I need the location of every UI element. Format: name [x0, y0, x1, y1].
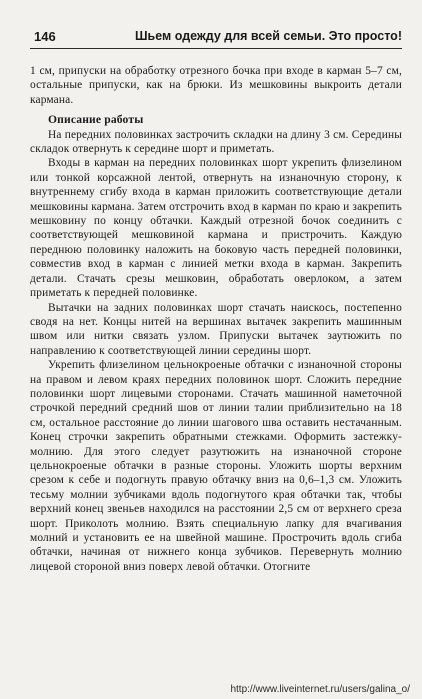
- paragraph-intro: 1 см, припуски на обработку отрезного бочка при входе в карман 5–7 см, остальные припуски, как на брюки. Из мешковины выкроить детали кармана.: [30, 65, 402, 106]
- book-page: [30, 27, 402, 574]
- body-text: [30, 64, 402, 574]
- running-title: Шьем одежду для всей семьи. Это просто!: [134, 29, 402, 43]
- paragraph-folds: На передних половинках застрочить складки на длину 3 см. Середины складок отвернуть к середине шорт и приметать.: [30, 128, 402, 156]
- header-rule: [30, 48, 402, 49]
- paragraph-zipper: Укрепить флизелином цельнокроеные обтачки с изнаночной стороны на правом и левом краях передних половинок шорт. Сложить передние половинки шорт лицевыми сторонами. Стачать машинной наметочной строчкой передний средний шов от линии талии приблизительно на 18 см, остальное расстояние до линии шагового шва оставить нестачанным. Конец строчки закрепить обратными стежками. Оформить застежку-молнию. Для этого следует разутюжить на изнаночной стороне цельнокроеные обтачки в разные стороны. Уложить шорты верхним срезом к себе и подогнуть правую обтачку вниз на 0,6–1,3 см. Уложить тесьму молнии зубчиками вдоль подогнутого края обтачки так, чтобы верхний конец звеньев находился на расстоянии 2,5 см от верхнего среза шорт. Приколоть молнию. Взять специальную лапку для вчагивания молний и установить ее на швейной машине. Прострочить вдоль сгиба обтачки, начиная от нижнего конца зубчиков. Перевернуть молнию лицевой стороной вниз поверх левой обтачки. Отогните: [30, 359, 402, 573]
- section-heading: Описание работы: [48, 113, 144, 127]
- page-header: [30, 27, 402, 47]
- paragraph-pockets: Входы в карман на передних половинках шорт укрепить флизелином или тонкой корсажной лентой, отвернуть на изнаночную сторону, к внутреннему сгибу входа в карман приложить соответствующие детали мешковины кармана. Затем отстрочить вход в карман по краю и закрепить мешковину по концу обтачки. Каждый отрезной бочок соединить с соответствующей мешковиной кармана и пристрочить. Каждую переднюю половинку наложить на боковую часть передней половинки, совместив вход в карман с линией метки входа в карман. Закрепить детали. Стачать срезы мешковин, обработать оверлоком, а затем приметать к передней половинке.: [30, 157, 402, 300]
- paragraph-darts: Вытачки на задних половинках шорт стачать наискось, постепенно сводя на нет. Концы нитей на вершинах вытачек закрепить машинным швом или нитки связать узлом. Припуски вытачек заутюжить по направлению к соответствующей линии середины шорт.: [30, 301, 402, 357]
- watermark-url: http://www.liveinternet.ru/users/galina_o/: [230, 684, 410, 695]
- page-number: 146: [34, 29, 56, 44]
